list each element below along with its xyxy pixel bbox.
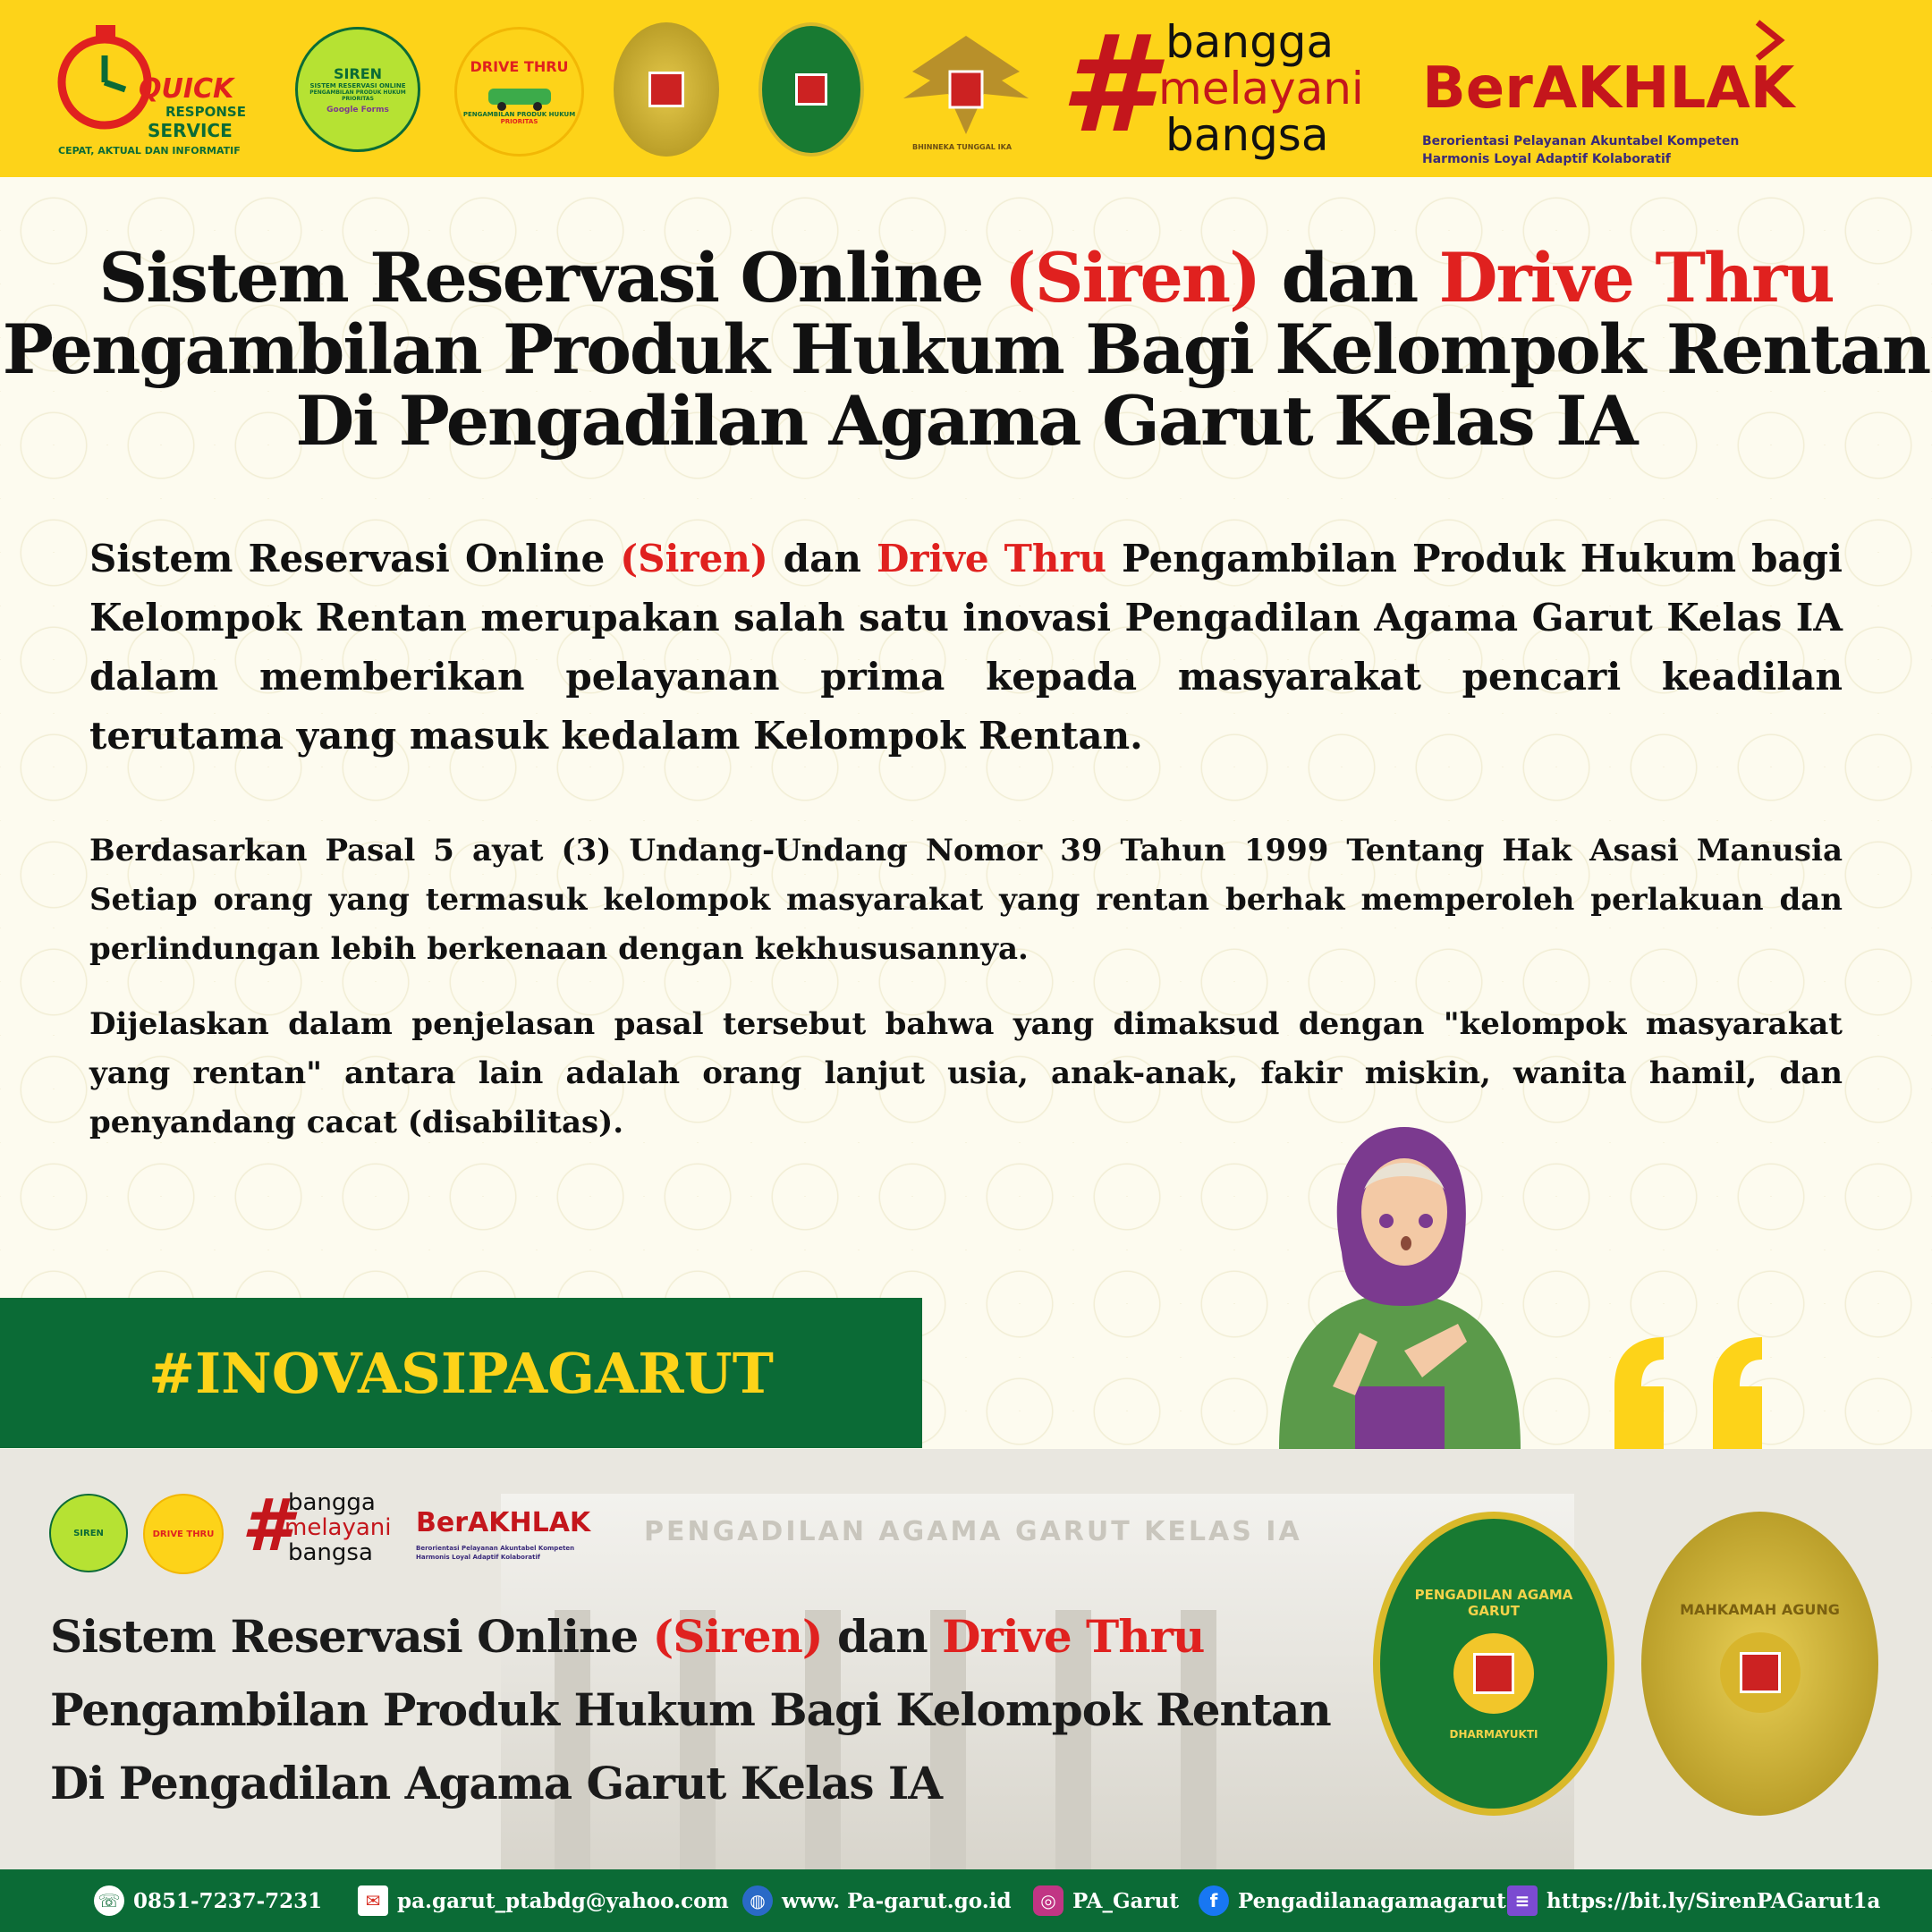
garuda-pancasila-emblem: BHINNEKA TUNGGAL IKA (894, 18, 1038, 159)
mahkamah-agung-seal-large: MAHKAMAH AGUNG (1641, 1512, 1878, 1816)
seal-shield-icon (1740, 1652, 1781, 1693)
google-forms-icon: ≡ (1507, 1885, 1538, 1916)
whatsapp-icon: ☏ (94, 1885, 124, 1916)
mail-icon: ✉ (358, 1885, 388, 1916)
siren-logo: SIREN SISTEM RESERVASI ONLINE PENGAMBILAN PRODUK HUKUM PRIORITAS Google Forms (295, 27, 420, 152)
bottom-section (0, 1449, 1932, 1869)
quick-response-logo: QUICK RESPONSE SERVICE CEPAT, AKTUAL DAN INFORMATIF (49, 20, 273, 154)
car-icon (479, 75, 560, 111)
berakhlak-logo-small: BerAKHLAK Berorientasi Pelayanan Akuntabel Kompeten Harmonis Loyal Adaptif Kolaboratif (416, 1507, 591, 1561)
footer-instagram[interactable]: ◎ PA_Garut (1033, 1869, 1179, 1932)
footer-form-link[interactable]: ≡ https://bit.ly/SirenPAGarut1a (1507, 1869, 1880, 1932)
pengadilan-agama-seal-large: PENGADILAN AGAMA GARUT DHARMAYUKTI (1373, 1512, 1614, 1816)
footer-phone[interactable]: ☏ 0851-7237-7231 (94, 1869, 322, 1932)
facebook-icon: f (1199, 1885, 1229, 1916)
footer-email[interactable]: ✉ pa.garut_ptabdg@yahoo.com (358, 1869, 729, 1932)
seal-sun-icon (1453, 1633, 1534, 1714)
explanation-paragraph: Dijelaskan dalam penjelasan pasal tersebut bahwa yang dimaksud dengan "kelompok masyarakat yang rentan" antara lain adalah orang lanjut usia, anak-anak, fakir miskin, wanita hamil, dan penyandang cacat (disabilitas). (89, 1006, 1843, 1140)
intro-paragraph: Sistem Reservasi Online (Siren) dan Drive Thru Pengambilan Produk Hukum bagi Kelompok Rentan merupakan salah satu inovasi Pengadilan Agama Garut Kelas IA dalam memberikan pelayanan prima kepada masyarakat pencari keadilan terutama yang masuk kedalam Kelompok Rentan. (89, 537, 1843, 758)
woman-sign-language-illustration (1225, 1118, 1574, 1449)
seal-shield-icon (648, 72, 684, 107)
berakhlak-logo: BerAKHLAK Berorientasi Pelayanan Akuntabel Kompeten Harmonis Loyal Adaptif Kolaboratif (1422, 18, 1798, 161)
footer-website[interactable]: ◍ www. Pa-garut.go.id (742, 1869, 1012, 1932)
seal-sun-icon (1720, 1632, 1801, 1713)
seal-shield-icon (795, 73, 827, 106)
garuda-icon (894, 18, 1038, 143)
law-paragraph: Berdasarkan Pasal 5 ayat (3) Undang-Undang Nomor 39 Tahun 1999 Tentang Hak Asasi Manusia Setiap orang yang termasuk kelompok masyarakat yang rentan berhak memperoleh perlakuan dan perlindungan lebih berkenaan dengan kekhususannya. (89, 833, 1843, 967)
drive-thru-logo-small: DRIVE THRU (143, 1494, 224, 1574)
bangga-melayani-bangsa-logo: # bangga melayani bangsa (1060, 7, 1364, 163)
title-line-3: Di Pengadilan Agama Garut Kelas IA (295, 381, 1637, 461)
building-sign: PENGADILAN AGAMA GARUT KELAS IA (644, 1516, 1302, 1547)
chevron-right-icon (1753, 18, 1789, 63)
bottom-title-line-3: Di Pengadilan Agama Garut Kelas IA (50, 1757, 943, 1809)
title-line-2: Pengambilan Produk Hukum Bagi Kelompok Rentan (2, 309, 1930, 389)
title-line-1: Sistem Reservasi Online (Siren) dan Drive Thru (98, 238, 1834, 318)
globe-icon: ◍ (742, 1885, 773, 1916)
seal-shield-icon (1473, 1653, 1514, 1694)
footer-facebook[interactable]: f Pengadilanagamagarut (1199, 1869, 1506, 1932)
pengadilan-agama-seal (758, 22, 864, 157)
bangga-melayani-bangsa-logo-small: # bangga melayani bangsa (242, 1484, 392, 1567)
bottom-title-line-2: Pengambilan Produk Hukum Bagi Kelompok Rentan (50, 1683, 1331, 1736)
drive-thru-logo: DRIVE THRU PENGAMBILAN PRODUK HUKUM PRIORITAS (454, 27, 584, 157)
mahkamah-agung-seal (614, 22, 719, 157)
bottom-title-line-1: Sistem Reservasi Online (Siren) dan Drive Thru (50, 1610, 1205, 1663)
siren-logo-small: SIREN (49, 1494, 128, 1572)
hashtag-text: #INOVASIPAGARUT (148, 1340, 774, 1406)
instagram-icon: ◎ (1033, 1885, 1063, 1916)
